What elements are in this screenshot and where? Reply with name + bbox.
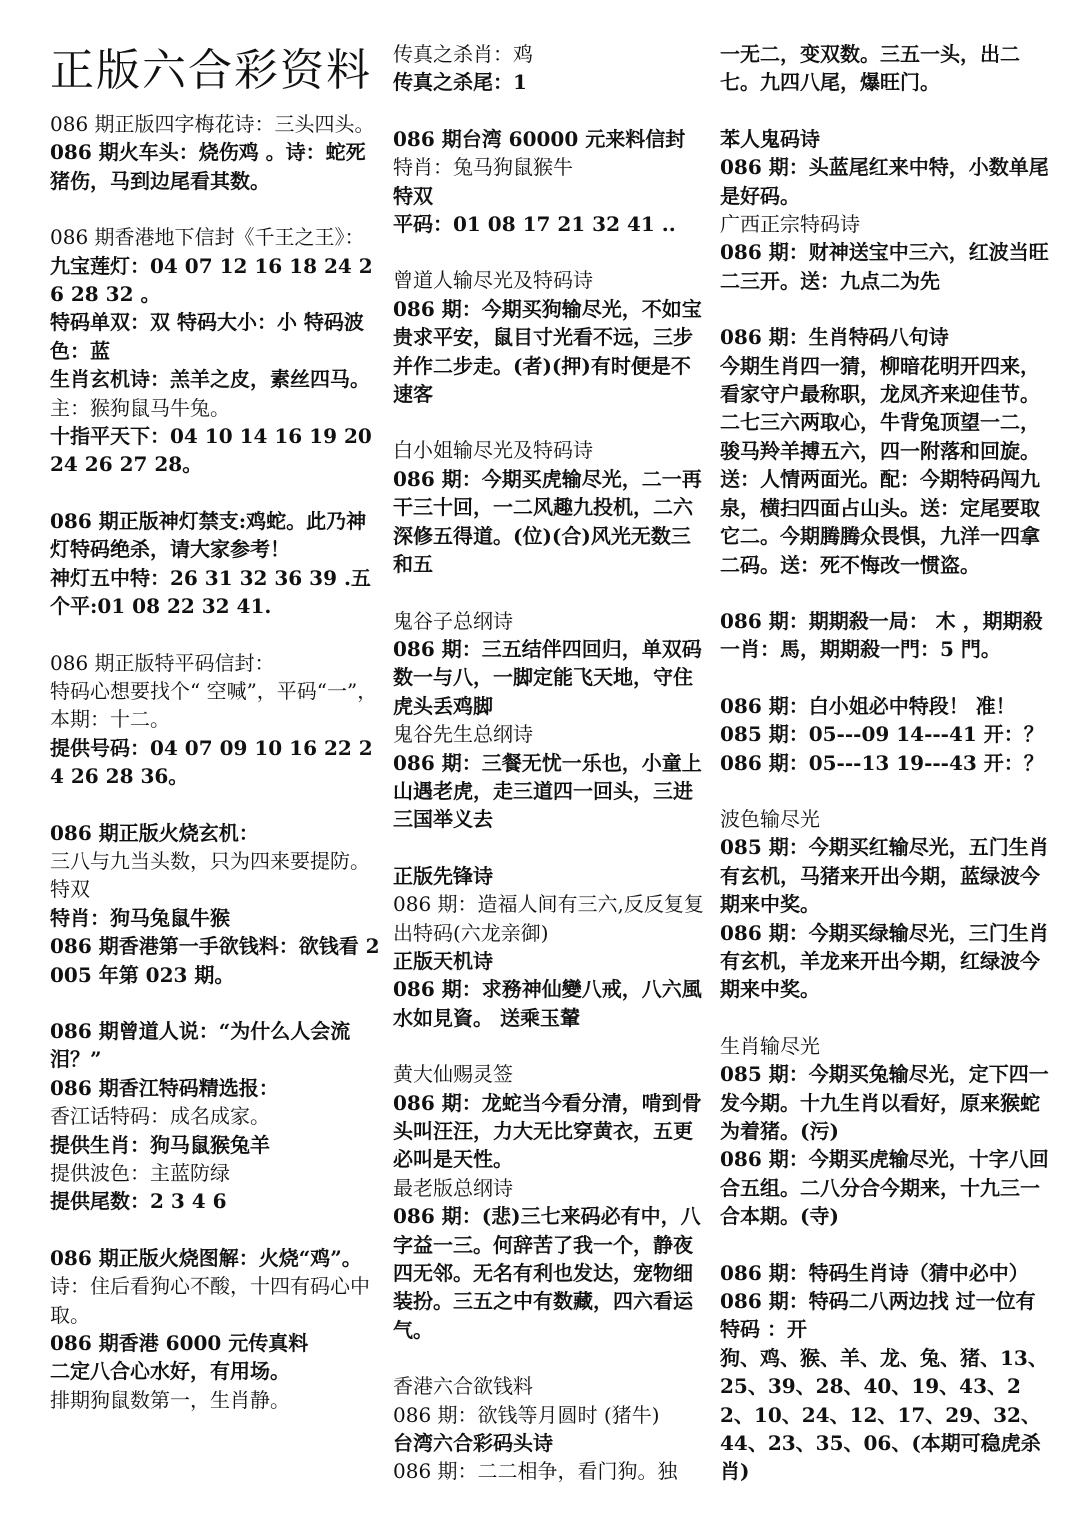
text-line: 神灯五中特：26 31 32 36 39 .五个平:01 08 22 32 41. xyxy=(50,565,371,619)
text-line: 平码：01 08 17 21 32 41 .. xyxy=(393,212,676,237)
text-line: 传真之杀尾：1 xyxy=(393,70,527,95)
text-line: 生肖玄机诗：羔羊之皮，素丝四马。 xyxy=(50,367,370,392)
text-line: 正版天机诗 xyxy=(393,948,493,973)
text-line: 086 期正版四字梅花诗：三头四头。 xyxy=(50,112,375,136)
text-line: 特肖：狗马兔鼠牛猴 xyxy=(50,905,230,930)
text-line: 086 期：二二相争，看门狗。独 xyxy=(393,1459,678,1484)
column-right-content xyxy=(720,40,1050,1486)
section-spacer xyxy=(50,621,380,649)
text-line: 086 期曾道人说：“为什么人会流泪？” xyxy=(50,1018,351,1072)
text-line: 最老版总纲诗 xyxy=(393,1175,513,1200)
text-line: 086 期：05---13 19---43 开：？ xyxy=(720,750,1044,775)
text-line: 十指平天下：04 10 14 16 19 20 24 26 27 28。 xyxy=(50,424,372,477)
section-spacer xyxy=(720,97,1050,125)
section-spacer xyxy=(50,479,380,507)
text-line: 三八与九当头数，只为四来要提防。 xyxy=(50,848,370,873)
column-middle-content xyxy=(393,40,705,1486)
text-line: 提供生肖：狗马鼠猴兔羊 xyxy=(50,1132,270,1157)
text-line: 086 期：白小姐必中特段！ 准！ xyxy=(720,693,1016,718)
text-line: 狗、鸡、猴、羊、龙、兔、猪、13、25、39、28、40、19、43、22、10、24、12、17、29、32、44、23、35、06、(本期可稳虎杀肖) xyxy=(720,1345,1048,1484)
text-line: 鬼谷先生总纲诗 xyxy=(393,722,533,747)
text-line: 086 期：(悲)三七来码必有中，八字益一三。何辞苦了我一个，静夜四无邻。无名有利也发达，宠物细装扮。三五之中有数藏，四六看运气。 xyxy=(393,1204,701,1342)
text-line: 086 期正版火烧图解：火烧“鸡”。 xyxy=(50,1245,362,1270)
text-line: 086 期：特码二八两边找 过一位有特码 ：开 xyxy=(720,1289,1036,1342)
text-line: 086 期：三五结伴四回归，单双码数一与八，一脚定能飞天地，守住虎头丢鸡脚 xyxy=(393,636,702,718)
text-line: 正版先锋诗 xyxy=(393,863,493,888)
section-spacer xyxy=(720,777,1050,805)
text-line: 台湾六合彩码头诗 xyxy=(393,1431,553,1456)
text-line: 特肖：兔马狗鼠猴牛 xyxy=(393,155,573,180)
text-line: 086 期：特码生肖诗（猜中必中） xyxy=(720,1260,1029,1285)
text-line: 086 期正版火烧玄机： xyxy=(50,820,259,845)
text-line: 086 期香港 6000 元传真料 xyxy=(50,1331,309,1356)
text-line: 香港六合欲钱料 xyxy=(393,1374,533,1399)
text-line: 086 期：头蓝尾红来中特，小数单尾是好码。 xyxy=(720,155,1049,208)
text-line: 一无二，变双数。三五一头，出二七。九四八尾，爆旺门。 xyxy=(720,42,1020,95)
text-line: 特双 xyxy=(50,877,90,902)
text-line: 085 期：05---09 14---41 开：？ xyxy=(720,722,1044,747)
column-middle xyxy=(393,40,705,1486)
text-line: 特码心想要找个“ 空喊”，平码“一”，本期：十二。 xyxy=(50,678,378,732)
text-line: 提供尾数：2 3 4 6 xyxy=(50,1189,227,1214)
text-line: 主：猴狗鼠马牛兔。 xyxy=(50,395,230,420)
column-left-content xyxy=(50,110,380,1414)
section-spacer xyxy=(50,195,380,223)
text-line: 传真之杀肖：鸡 xyxy=(393,42,533,66)
text-line: 今期生肖四一猜，柳暗花明开四来，看家守户最称职，龙凤齐来迎佳节。二七三六两取心，牛背兔顶望一二，骏马羚羊搏五六，四一附落和回旋。送：人情两面光。配：今期特码闯九泉，横扫四面占山头。送：定尾要取它二。今期腾腾众畏惧，九洋一四拿二码。送：死不悔改一惯盗。 xyxy=(720,353,1040,577)
section-spacer xyxy=(393,1032,705,1060)
text-line: 086 期：今期买绿输尽光，三门生肖有玄机，羊龙来开出今期，红绿波今期来中奖。 xyxy=(720,920,1049,1002)
text-line: 苯人鬼码诗 xyxy=(720,126,820,151)
column-left xyxy=(50,40,380,1414)
text-line: 特码单双：双 特码大小：小 特码波色：蓝 xyxy=(50,310,364,363)
text-line: 诗：住后看狗心不酸，十四有码心中取。 xyxy=(50,1274,370,1327)
text-line: 086 期：今期买狗输尽光，不如宝贵求平安，鼠目寸光看不远，三步并作二步走。(者)(押)有时便是不速客 xyxy=(393,296,702,407)
section-spacer xyxy=(393,408,705,436)
text-line: 提供波色：主蓝防绿 xyxy=(50,1161,230,1185)
text-line: 086 期：生肖特码八句诗 xyxy=(720,325,949,350)
section-spacer xyxy=(720,579,1050,607)
text-line: 086 期：今期买虎输尽光，十字八回合五组。二八分合今期来，十九三一合本期。(寺) xyxy=(720,1147,1049,1229)
text-line: 二定八合心水好，有用场。 xyxy=(50,1359,290,1384)
text-line: 085 期：今期买红输尽光，五门生肖有玄机，马猪来开出今期，蓝绿波今期来中奖。 xyxy=(720,835,1049,917)
text-line: 086 期香港地下信封《千王之王》： xyxy=(50,225,365,250)
text-line: 086 期：求務神仙變八戒，八六風水如見資。 送乘玉輦 xyxy=(393,977,702,1030)
text-line: 086 期：欲钱等月圆时 (猪牛) xyxy=(393,1402,660,1427)
text-line: 086 期香港第一手欲钱料：欲钱看 2005 年第 023 期。 xyxy=(50,934,380,987)
text-line: 086 期：期期殺一局： 木 ，期期殺一肖：馬，期期殺一門：5 門。 xyxy=(720,608,1043,662)
text-line: 曾道人输尽光及特码诗 xyxy=(393,268,593,293)
text-line: 特双 xyxy=(393,183,433,208)
text-line: 香江话特码：成名成家。 xyxy=(50,1104,270,1129)
text-line: 086 期火车头：烧伤鸡 。诗：蛇死猪伤，马到边尾看其数。 xyxy=(50,140,366,193)
section-spacer xyxy=(393,1344,705,1372)
page-title: 正版六合彩资料 xyxy=(50,45,372,96)
text-line: 086 期正版特平码信封： xyxy=(50,650,275,675)
text-line: 086 期：财神送宝中三六，红波当旺二三开。送：九点二为先 xyxy=(720,240,1049,293)
text-line: 提供号码：04 07 09 10 16 22 24 26 28 36。 xyxy=(50,735,373,789)
column-right xyxy=(720,40,1050,1486)
text-line: 生肖输尽光 xyxy=(720,1033,820,1058)
text-line: 鬼谷子总纲诗 xyxy=(393,608,513,633)
text-line: 086 期香江特码精选报： xyxy=(50,1075,279,1100)
text-line: 086 期：今期买虎输尽光，二一再干三十回，一二风趣九投机，二六深修五得道。(位)(合)风光无数三和五 xyxy=(393,466,702,577)
text-line: 波色输尽光 xyxy=(720,806,820,831)
text-line: 086 期正版神灯禁支:鸡蛇。此乃神灯特码绝杀，请大家参考！ xyxy=(50,508,367,562)
text-line: 086 期台湾 60000 元来料信封 xyxy=(393,126,686,151)
text-line: 086 期：三餐无忧一乐也，小童上山遇老虎，走三道四一回头，三进三国举义去 xyxy=(393,750,702,832)
text-line: 黄大仙赐灵签 xyxy=(393,1062,513,1087)
text-line: 白小姐输尽光及特码诗 xyxy=(393,438,593,463)
section-spacer xyxy=(720,1231,1050,1259)
section-spacer xyxy=(720,1004,1050,1032)
section-spacer xyxy=(720,664,1050,692)
section-spacer xyxy=(393,97,705,125)
section-spacer xyxy=(50,989,380,1017)
section-spacer xyxy=(393,579,705,607)
section-spacer xyxy=(393,834,705,862)
text-line: 085 期：今期买兔输尽光，定下四一发今期。十九生肖以看好，原来猴蛇为着猪。(污) xyxy=(720,1062,1049,1143)
section-spacer xyxy=(720,295,1050,323)
text-line: 086 期：龙蛇当今看分清，啃到骨头叫汪汪，力大无比穿黄衣，五更必叫是天性。 xyxy=(393,1090,702,1172)
section-spacer xyxy=(50,791,380,819)
text-line: 九宝莲灯：04 07 12 16 18 24 26 28 32 。 xyxy=(50,253,373,307)
text-line: 广西正宗特码诗 xyxy=(720,212,860,237)
section-spacer xyxy=(50,1216,380,1244)
text-line: 排期狗鼠数第一，生肖静。 xyxy=(50,1387,290,1412)
section-spacer xyxy=(393,238,705,266)
text-line: 086 期：造福人间有三六,反反复复出特码(六龙亲御) xyxy=(393,892,704,945)
